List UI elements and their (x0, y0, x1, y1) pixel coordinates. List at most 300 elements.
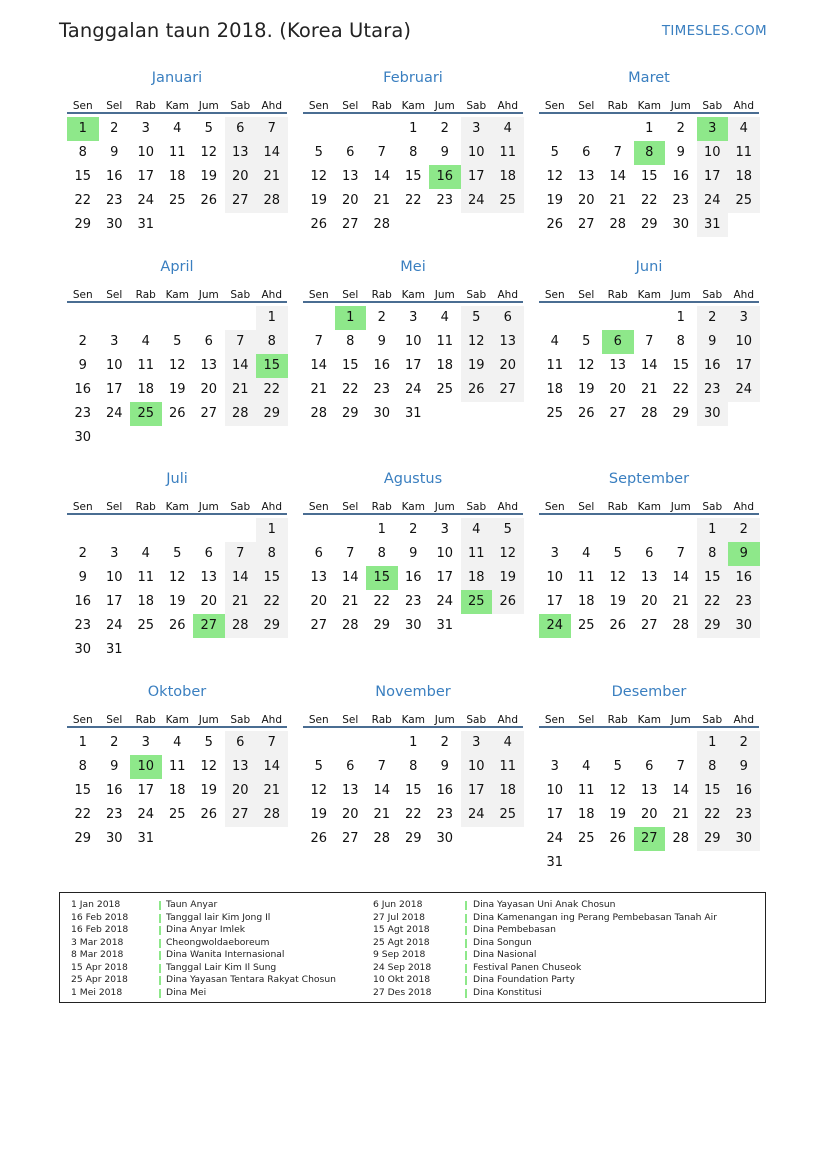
holiday-day-cell: 1 (67, 117, 99, 141)
legend-holiday-name: Festival Panen Chuseok (473, 961, 582, 973)
day-cell: 23 (436, 807, 454, 822)
weekday-label: Jum (670, 289, 691, 301)
day-cell: 14 (609, 169, 627, 184)
day-cell: 12 (168, 570, 186, 585)
day-cell: 10 (137, 145, 155, 160)
day-cell: 25 (728, 189, 760, 213)
day-cell: 20 (341, 193, 359, 208)
day-cell: 27 (310, 618, 328, 633)
day-cell: 11 (436, 334, 454, 349)
day-cell: 22 (74, 807, 92, 822)
weekday-label: Ahd (261, 714, 282, 726)
legend-holiday-name: Tanggal lair Kim Jong Il (166, 911, 271, 923)
day-cell: 11 (492, 141, 524, 165)
legend-holiday-name: Dina Mei (166, 986, 207, 998)
weekday-label: Sab (702, 289, 723, 301)
day-cell: 20 (609, 382, 627, 397)
day-cell: 11 (577, 570, 595, 585)
holiday-day-cell: 27 (193, 614, 225, 638)
weekday-label: Sel (578, 501, 595, 513)
day-cell: 21 (373, 807, 391, 822)
day-cell: 18 (728, 165, 760, 189)
day-cell: 29 (373, 618, 391, 633)
weekday-label: Sen (308, 714, 329, 726)
month-name: Maret (628, 70, 670, 86)
day-cell: 31 (436, 618, 454, 633)
day-cell: 12 (310, 783, 328, 798)
day-cell: 9 (110, 759, 119, 774)
header-rule (67, 726, 287, 728)
day-cell: 24 (105, 618, 123, 633)
day-cell: 11 (492, 755, 524, 779)
day-cell: 11 (546, 358, 564, 373)
day-cell: 14 (256, 755, 288, 779)
legend-date: 1 Mei 2018 (71, 986, 123, 998)
day-cell: 30 (697, 402, 729, 426)
legend-marker (465, 964, 467, 973)
day-cell: 8 (256, 330, 288, 354)
holiday-day-cell: 25 (130, 402, 162, 426)
weekday-label: Sen (544, 501, 565, 513)
day-cell: 4 (141, 546, 150, 561)
day-cell: 6 (314, 546, 323, 561)
day-cell: 6 (492, 306, 524, 330)
day-cell: 12 (609, 783, 627, 798)
day-cell: 6 (204, 546, 213, 561)
day-cell: 20 (200, 382, 218, 397)
weekday-label: Jum (670, 100, 691, 112)
day-cell: 28 (341, 618, 359, 633)
day-cell: 12 (577, 358, 595, 373)
day-cell: 2 (78, 334, 87, 349)
day-cell: 5 (550, 145, 559, 160)
day-cell: 2 (110, 735, 119, 750)
day-cell: 4 (492, 731, 524, 755)
legend-holiday-name: Dina Foundation Party (473, 974, 575, 985)
day-cell: 24 (105, 406, 123, 421)
legend-marker (159, 976, 161, 985)
day-cell: 28 (373, 831, 391, 846)
weekday-label: Rab (135, 100, 156, 112)
day-cell: 13 (577, 169, 595, 184)
header-rule (67, 513, 287, 515)
day-cell: 24 (546, 831, 564, 846)
day-cell: 13 (200, 570, 218, 585)
day-cell: 10 (105, 358, 123, 373)
weekday-label: Ahd (497, 501, 518, 513)
day-cell: 15 (404, 169, 422, 184)
day-cell: 14 (672, 783, 690, 798)
weekday-label: Jum (198, 714, 219, 726)
day-cell: 16 (105, 169, 123, 184)
day-cell: 11 (577, 783, 595, 798)
weekday-label: Sab (466, 289, 487, 301)
day-cell: 3 (110, 546, 119, 561)
day-cell: 3 (550, 546, 559, 561)
day-cell: 21 (310, 382, 328, 397)
day-cell: 30 (436, 831, 454, 846)
legend-holiday-name: Dina Konstitusi (473, 986, 542, 998)
month-name: Desember (611, 684, 687, 700)
weekday-label: Sen (72, 289, 93, 301)
holiday-day-cell: 24 (539, 614, 571, 638)
day-cell: 9 (409, 546, 418, 561)
day-cell: 26 (200, 193, 218, 208)
day-cell: 4 (582, 546, 591, 561)
day-cell: 13 (341, 783, 359, 798)
day-cell: 16 (672, 169, 690, 184)
day-cell: 19 (168, 382, 186, 397)
day-cell: 15 (341, 358, 359, 373)
day-cell: 28 (672, 831, 690, 846)
day-cell: 4 (492, 117, 524, 141)
day-cell: 27 (577, 217, 595, 232)
day-cell: 17 (404, 358, 422, 373)
day-cell: 26 (492, 590, 524, 614)
day-cell: 30 (74, 430, 92, 445)
weekday-label: Ahd (497, 289, 518, 301)
day-cell: 26 (310, 831, 328, 846)
day-cell: 22 (697, 590, 729, 614)
month-name: Juli (166, 471, 188, 487)
day-cell: 4 (728, 117, 760, 141)
day-cell: 19 (461, 354, 493, 378)
day-cell: 18 (546, 382, 564, 397)
weekday-label: Sel (342, 714, 359, 726)
day-cell: 8 (78, 759, 87, 774)
day-cell: 30 (728, 614, 760, 638)
day-cell: 8 (676, 334, 685, 349)
day-cell: 6 (645, 546, 654, 561)
day-cell: 4 (461, 518, 493, 542)
day-cell: 15 (74, 169, 92, 184)
day-cell: 5 (314, 145, 323, 160)
weekday-label: Kam (637, 289, 661, 301)
day-cell: 16 (105, 783, 123, 798)
legend-holiday-name: Tanggal Lair Kim Il Sung (166, 961, 277, 973)
day-cell: 21 (672, 807, 690, 822)
day-cell: 3 (409, 310, 418, 325)
day-cell: 9 (676, 145, 685, 160)
day-cell: 7 (346, 546, 355, 561)
day-cell: 26 (168, 406, 186, 421)
legend-holiday-name: Cheongwoldaeboreum (166, 936, 270, 948)
weekday-label: Rab (607, 714, 628, 726)
day-cell: 26 (310, 217, 328, 232)
month-name: Februari (383, 70, 443, 86)
day-cell: 20 (200, 594, 218, 609)
weekday-label: Sen (72, 501, 93, 513)
day-cell: 9 (697, 330, 729, 354)
weekday-label: Sel (578, 714, 595, 726)
day-cell: 9 (110, 145, 119, 160)
legend-holiday-name: Dina Anyar Imlek (166, 924, 246, 935)
header-rule (539, 301, 759, 303)
day-cell: 10 (697, 141, 729, 165)
day-cell: 20 (225, 779, 257, 803)
day-cell: 4 (173, 121, 182, 136)
day-cell: 5 (173, 546, 182, 561)
day-cell: 25 (492, 189, 524, 213)
day-cell: 30 (74, 642, 92, 657)
day-cell: 19 (609, 594, 627, 609)
day-cell: 31 (105, 642, 123, 657)
day-cell: 25 (492, 803, 524, 827)
weekday-label: Sel (106, 714, 123, 726)
holiday-day-cell: 10 (130, 755, 162, 779)
day-cell: 27 (492, 378, 524, 402)
day-cell: 23 (105, 807, 123, 822)
weekday-label: Sab (466, 100, 487, 112)
day-cell: 24 (461, 189, 493, 213)
day-cell: 4 (582, 759, 591, 774)
weekday-label: Sel (342, 100, 359, 112)
weekday-label: Ahd (733, 100, 754, 112)
day-cell: 16 (74, 594, 92, 609)
day-cell: 17 (546, 594, 564, 609)
day-cell: 4 (141, 334, 150, 349)
weekday-label: Sel (106, 501, 123, 513)
day-cell: 12 (310, 169, 328, 184)
legend-marker (465, 939, 467, 948)
day-cell: 6 (346, 145, 355, 160)
day-cell: 3 (728, 306, 760, 330)
day-cell: 25 (577, 618, 595, 633)
day-cell: 30 (672, 217, 690, 232)
day-cell: 26 (609, 618, 627, 633)
day-cell: 8 (409, 145, 418, 160)
day-cell: 7 (256, 117, 288, 141)
day-cell: 15 (672, 358, 690, 373)
weekday-label: Rab (135, 501, 156, 513)
weekday-label: Sen (544, 714, 565, 726)
weekday-label: Kam (401, 100, 425, 112)
day-cell: 22 (404, 193, 422, 208)
day-cell: 12 (546, 169, 564, 184)
day-cell: 10 (105, 570, 123, 585)
day-cell: 5 (461, 306, 493, 330)
day-cell: 28 (256, 189, 288, 213)
day-cell: 27 (341, 217, 359, 232)
weekday-label: Ahd (733, 714, 754, 726)
day-cell: 29 (697, 614, 729, 638)
weekday-label: Sab (702, 100, 723, 112)
legend-marker (465, 989, 467, 998)
day-cell: 23 (74, 618, 92, 633)
weekday-label: Rab (371, 100, 392, 112)
weekday-label: Ahd (733, 289, 754, 301)
weekday-label: Ahd (261, 501, 282, 513)
legend-marker (159, 939, 161, 948)
legend-marker (159, 951, 161, 960)
day-cell: 11 (168, 145, 186, 160)
site-brand-link[interactable]: TIMESLES.COM (661, 23, 767, 39)
day-cell: 10 (546, 570, 564, 585)
day-cell: 10 (728, 330, 760, 354)
day-cell: 5 (204, 735, 213, 750)
day-cell: 13 (492, 330, 524, 354)
day-cell: 29 (74, 831, 92, 846)
day-cell: 29 (341, 406, 359, 421)
day-cell: 31 (404, 406, 422, 421)
header-rule (539, 112, 759, 114)
day-cell: 22 (373, 594, 391, 609)
holiday-day-cell: 6 (602, 330, 634, 354)
day-cell: 3 (461, 117, 493, 141)
day-cell: 7 (225, 542, 257, 566)
weekday-label: Kam (401, 501, 425, 513)
day-cell: 21 (341, 594, 359, 609)
day-cell: 30 (105, 831, 123, 846)
day-cell: 11 (137, 570, 155, 585)
day-cell: 28 (225, 402, 257, 426)
day-cell: 1 (78, 735, 87, 750)
weekday-label: Sab (466, 714, 487, 726)
day-cell: 5 (613, 546, 622, 561)
day-cell: 7 (377, 145, 386, 160)
weekday-label: Ahd (497, 714, 518, 726)
day-cell: 23 (728, 590, 760, 614)
day-cell: 1 (645, 121, 654, 136)
day-cell: 29 (672, 406, 690, 421)
day-cell: 1 (409, 121, 418, 136)
day-cell: 16 (728, 779, 760, 803)
weekday-label: Kam (165, 501, 189, 513)
day-cell: 8 (78, 145, 87, 160)
day-cell: 27 (609, 406, 627, 421)
day-cell: 18 (168, 169, 186, 184)
weekday-label: Kam (165, 714, 189, 726)
header-rule (303, 726, 523, 728)
day-cell: 5 (173, 334, 182, 349)
day-cell: 17 (105, 594, 123, 609)
day-cell: 8 (346, 334, 355, 349)
legend-marker (465, 926, 467, 935)
weekday-label: Kam (637, 714, 661, 726)
day-cell: 28 (256, 803, 288, 827)
day-cell: 29 (640, 217, 658, 232)
legend-marker (159, 964, 161, 973)
day-cell: 26 (609, 831, 627, 846)
day-cell: 1 (697, 731, 729, 755)
day-cell: 13 (310, 570, 328, 585)
day-cell: 2 (697, 306, 729, 330)
weekday-label: Ahd (497, 100, 518, 112)
weekday-label: Jum (434, 100, 455, 112)
day-cell: 24 (436, 594, 454, 609)
day-cell: 24 (137, 807, 155, 822)
day-cell: 15 (74, 783, 92, 798)
legend-holiday-name: Dina Nasional (473, 949, 537, 960)
day-cell: 5 (613, 759, 622, 774)
legend-date: 9 Sep 2018 (373, 949, 426, 960)
holiday-day-cell: 8 (634, 141, 666, 165)
weekday-label: Rab (371, 501, 392, 513)
day-cell: 14 (341, 570, 359, 585)
day-cell: 9 (440, 759, 449, 774)
day-cell: 8 (409, 759, 418, 774)
day-cell: 28 (640, 406, 658, 421)
day-cell: 2 (110, 121, 119, 136)
day-cell: 23 (728, 803, 760, 827)
day-cell: 10 (546, 783, 564, 798)
day-cell: 17 (546, 807, 564, 822)
weekday-label: Kam (637, 100, 661, 112)
month-name: Juni (635, 259, 663, 275)
day-cell: 31 (137, 217, 155, 232)
day-cell: 14 (373, 783, 391, 798)
day-cell: 22 (256, 378, 288, 402)
day-cell: 29 (74, 217, 92, 232)
day-cell: 22 (640, 193, 658, 208)
holiday-day-cell: 3 (697, 117, 729, 141)
day-cell: 23 (697, 378, 729, 402)
header-rule (303, 513, 523, 515)
day-cell: 25 (168, 807, 186, 822)
day-cell: 2 (676, 121, 685, 136)
day-cell: 23 (404, 594, 422, 609)
weekday-label: Rab (371, 714, 392, 726)
day-cell: 27 (200, 406, 218, 421)
day-cell: 25 (137, 618, 155, 633)
day-cell: 1 (377, 522, 386, 537)
day-cell: 20 (341, 807, 359, 822)
header-rule (539, 726, 759, 728)
month-name: Agustus (383, 471, 443, 487)
weekday-label: Jum (434, 289, 455, 301)
day-cell: 6 (204, 334, 213, 349)
day-cell: 25 (168, 193, 186, 208)
day-cell: 18 (436, 358, 454, 373)
day-cell: 12 (609, 570, 627, 585)
day-cell: 16 (728, 566, 760, 590)
day-cell: 13 (200, 358, 218, 373)
weekday-label: Sab (230, 501, 251, 513)
day-cell: 2 (440, 735, 449, 750)
day-cell: 13 (341, 169, 359, 184)
day-cell: 21 (225, 590, 257, 614)
day-cell: 21 (609, 193, 627, 208)
holiday-legend (59, 892, 766, 1003)
weekday-label: Sen (308, 289, 329, 301)
day-cell: 24 (461, 803, 493, 827)
legend-date: 16 Feb 2018 (71, 924, 129, 935)
day-cell: 24 (697, 189, 729, 213)
day-cell: 7 (676, 759, 685, 774)
legend-holiday-name: Dina Songun (473, 936, 532, 948)
day-cell: 23 (74, 406, 92, 421)
day-cell: 2 (78, 546, 87, 561)
day-cell: 6 (225, 731, 257, 755)
day-cell: 22 (256, 590, 288, 614)
day-cell: 17 (461, 779, 493, 803)
day-cell: 12 (461, 330, 493, 354)
day-cell: 25 (546, 406, 564, 421)
header-rule (303, 301, 523, 303)
legend-date: 15 Apr 2018 (71, 961, 128, 973)
weekday-label: Jum (198, 100, 219, 112)
legend-date: 16 Feb 2018 (71, 911, 129, 923)
day-cell: 3 (110, 334, 119, 349)
holiday-day-cell: 15 (256, 354, 288, 378)
day-cell: 18 (492, 165, 524, 189)
day-cell: 19 (310, 807, 328, 822)
day-cell: 19 (492, 566, 524, 590)
day-cell: 1 (409, 735, 418, 750)
weekday-label: Sab (230, 100, 251, 112)
day-cell: 22 (672, 382, 690, 397)
weekday-label: Jum (198, 501, 219, 513)
